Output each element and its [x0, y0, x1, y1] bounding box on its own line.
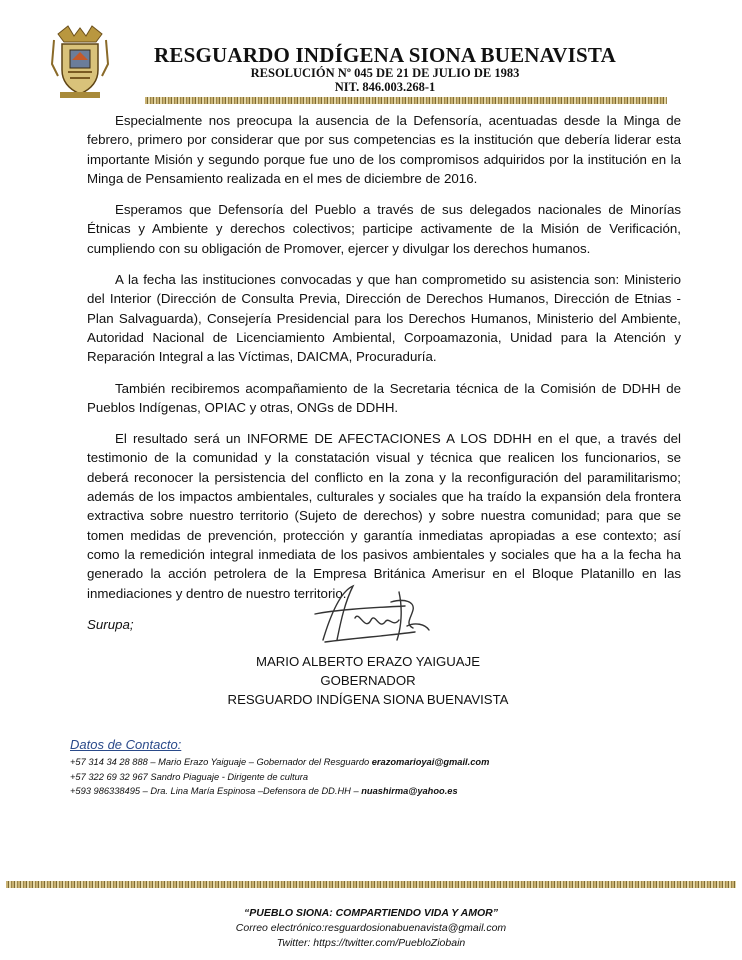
- contact-line-text: +57 322 69 32 967 Sandro Piaguaje - Dirigente de cultura: [70, 771, 309, 782]
- contact-line-text: +593 986338495 – Dra. Lina María Espinosa –Defensora de DD.HH –: [70, 786, 362, 796]
- contact-title: Datos de Contacto:: [70, 737, 182, 752]
- letterhead: [120, 44, 650, 94]
- body-paragraph: El resultado será un INFORME DE AFECTACIONES A LOS DDHH en el que, a través del testimonio de la comunidad y la constatación visual y técnica que realicen los funcionarios, se deberá reconocer la persistencia del conflicto en la zona y la reconfiguración del paramilitarismo; además de los impactos ambientales, culturales y sociales que ha traído la expansión dela frontera extractiva sobre nuestro territorio (Sujeto de derechos) y sobre nuestra comunidad; para que se tomen medidas de prevención, protección y garantía inmediatas apropiadas a ese contexto; así como la remedición integral inmediata de los pasivos ambientales y sociales que ha a la fecha ha generado la acción petrolera de la Empresa Británica Amerisur en el Bloque Platanillo en las inmediaciones y dentro de nuestro territorio.: [87, 431, 681, 601]
- signer-name: MARIO ALBERTO ERAZO YAIGUAJE: [255, 654, 480, 669]
- closing-line: Surupa;: [87, 616, 134, 632]
- body-paragraph: Especialmente nos preocupa la ausencia de la Defensoría, acentuadas desde la Minga de febrero, primero por considerar que por sus competencias es la institución que debería liderar esta importante Misión y segundo porque fue uno de los compromisos adquiridos por la institución en la Minga de Pensamiento realizada en el mes de diciembre de 2016.: [87, 113, 681, 186]
- contact-line: [70, 770, 590, 785]
- contact-line: [70, 784, 590, 799]
- organization-title: RESGUARDO INDÍGENA SIONA BUENAVISTA: [154, 43, 616, 67]
- signer-block: [210, 652, 526, 709]
- footer-email[interactable]: Correo electrónico:resguardosionabuenavista@gmail.com: [235, 922, 507, 934]
- nit-line: NIT. 846.003.268-1: [334, 80, 436, 94]
- page-footer: [120, 906, 622, 951]
- signer-role: GOBERNADOR: [320, 673, 416, 688]
- resguardo-crest-logo: [50, 24, 110, 100]
- contact-section: [70, 737, 590, 799]
- footer-slogan: “PUEBLO SIONA: COMPARTIENDO VIDA Y AMOR”: [244, 907, 498, 919]
- contact-line: [70, 755, 590, 770]
- signer-organization: RESGUARDO INDÍGENA SIONA BUENAVISTA: [227, 692, 509, 707]
- footer-divider-band: [6, 881, 736, 888]
- letter-body: [87, 111, 681, 646]
- body-paragraph: Esperamos que Defensoría del Pueblo a través de sus delegados nacionales de Minorías Étnicas y Ambiente y derechos colectivos; participe activamente de la Misión de Verificación, cumpliendo con su obligación de Promover, ejercer y divulgar los derechos humanos.: [87, 202, 681, 256]
- resolution-line: RESOLUCIÓN Nº 045 DE 21 DE JULIO DE 1983: [250, 66, 520, 80]
- contact-line-text: +57 314 34 28 888 – Mario Erazo Yaiguaje – Gobernador del Resguardo: [70, 757, 372, 767]
- body-paragraph: A la fecha las instituciones convocadas y que han comprometido su asistencia son: Ministerio del Interior (Dirección de Consulta Previa, Dirección de Derechos Humanos, Dirección de Etnias - Plan Salvaguarda), Consejería Presidencial para los Derechos Humanos, Ministerio del Ambiente, Autoridad Nacional de Licenciamiento Ambiental, Corpoamazonia, Unidad para la Atención y Reparación Integral a las Víctimas, DAICMA, Procuraduría.: [87, 272, 681, 365]
- handwritten-signature: [295, 580, 445, 650]
- header-divider-band: [145, 97, 667, 104]
- footer-twitter[interactable]: Twitter: https://twitter.com/PuebloZiobain: [276, 937, 466, 949]
- body-paragraph: También recibiremos acompañamiento de la Secretaria técnica de la Comisión de DDHH de Pueblos Indígenas, OPIAC y otras, ONGs de DDHH.: [87, 380, 681, 415]
- contact-email-link[interactable]: nuashirma@yahoo.es: [361, 786, 458, 796]
- contact-email-link[interactable]: erazomarioyai@gmail.com: [371, 757, 490, 767]
